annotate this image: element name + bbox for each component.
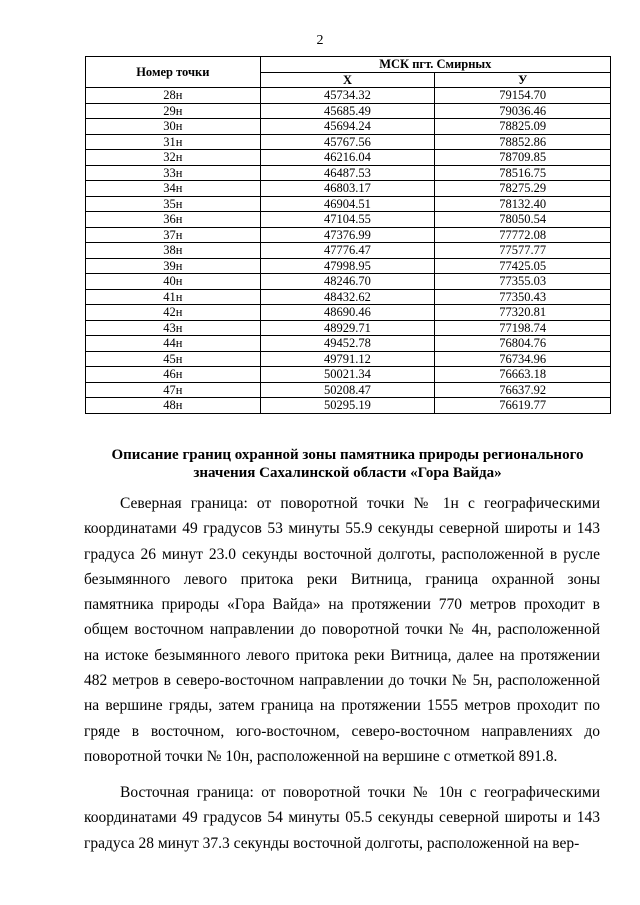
table-row [86,274,611,290]
cell-y: 79036.46 [435,103,611,119]
table-row [86,398,611,414]
cell-point: 46н [86,367,261,383]
table-row [86,367,611,383]
cell-y: 78825.09 [435,119,611,135]
cell-y: 76663.18 [435,367,611,383]
table-row [86,243,611,259]
cell-y: 76619.77 [435,398,611,414]
cell-x: 46487.53 [260,165,435,181]
cell-point: 45н [86,351,261,367]
cell-y: 78709.85 [435,150,611,166]
cell-y: 77772.08 [435,227,611,243]
cell-y: 77350.43 [435,289,611,305]
table-row [86,258,611,274]
table-row [86,88,611,104]
cell-x: 46803.17 [260,181,435,197]
cell-y: 78050.54 [435,212,611,228]
cell-x: 48246.70 [260,274,435,290]
cell-y: 77577.77 [435,243,611,259]
cell-x: 50208.47 [260,382,435,398]
cell-y: 78132.40 [435,196,611,212]
table-row [86,227,611,243]
cell-point: 39н [86,258,261,274]
cell-y: 78275.29 [435,181,611,197]
cell-point: 35н [86,196,261,212]
cell-point: 43н [86,320,261,336]
cell-y: 76734.96 [435,351,611,367]
coordinates-table [85,56,611,414]
table-row [86,196,611,212]
cell-point: 42н [86,305,261,321]
cell-y: 79154.70 [435,88,611,104]
cell-y: 77198.74 [435,320,611,336]
cell-x: 50021.34 [260,367,435,383]
cell-x: 45734.32 [260,88,435,104]
cell-x: 46904.51 [260,196,435,212]
cell-y: 76804.76 [435,336,611,352]
header-x: X [260,72,435,88]
cell-point: 28н [86,88,261,104]
table-row [86,289,611,305]
table-row [86,212,611,228]
header-point-number: Номер точки [86,57,261,88]
table-row [86,382,611,398]
cell-x: 48690.46 [260,305,435,321]
paragraph-east-boundary: Восточная граница: от поворотной точки № 10н с географическими координатами 49 градусов 54 минуты 05.5 секунды северной широты и 143 градуса 28 минут 37.3 секунды восточной долготы, расположенной на вер- [84,784,600,852]
cell-x: 49791.12 [260,351,435,367]
cell-point: 32н [86,150,261,166]
cell-point: 47н [86,382,261,398]
cell-y: 76637.92 [435,382,611,398]
cell-x: 50295.19 [260,398,435,414]
cell-y: 78516.75 [435,165,611,181]
table-row [86,103,611,119]
cell-x: 49452.78 [260,336,435,352]
cell-x: 47376.99 [260,227,435,243]
header-y: У [435,72,611,88]
table-row [86,320,611,336]
cell-x: 47776.47 [260,243,435,259]
cell-point: 33н [86,165,261,181]
table-row [86,351,611,367]
table-row [86,150,611,166]
cell-x: 45694.24 [260,119,435,135]
cell-point: 36н [86,212,261,228]
cell-point: 41н [86,289,261,305]
cell-y: 78852.86 [435,134,611,150]
table-row [86,181,611,197]
cell-point: 37н [86,227,261,243]
cell-point: 40н [86,274,261,290]
header-coordinate-system: МСК пгт. Смирных [260,57,610,73]
cell-x: 45685.49 [260,103,435,119]
cell-point: 31н [86,134,261,150]
cell-x: 48432.62 [260,289,435,305]
cell-point: 30н [86,119,261,135]
page-number: 2 [316,33,324,48]
cell-point: 29н [86,103,261,119]
cell-point: 44н [86,336,261,352]
cell-point: 48н [86,398,261,414]
cell-x: 48929.71 [260,320,435,336]
cell-y: 77425.05 [435,258,611,274]
cell-point: 34н [86,181,261,197]
table-row [86,305,611,321]
cell-x: 47104.55 [260,212,435,228]
cell-x: 46216.04 [260,150,435,166]
cell-x: 45767.56 [260,134,435,150]
cell-y: 77320.81 [435,305,611,321]
section-title: Описание границ охранной зоны памятника природы регионального значения Сахалинской области «Гора Вайда» [111,447,584,481]
cell-x: 47998.95 [260,258,435,274]
table-row [86,119,611,135]
table-row [86,336,611,352]
cell-y: 77355.03 [435,274,611,290]
cell-point: 38н [86,243,261,259]
paragraph-north-boundary: Северная граница: от поворотной точки № 1н с географическими координатами 49 градусов 53 минуты 55.9 секунды северной широты и 143 градуса 26 минут 23.0 секунды восточной долготы, расположенной в русле безымянного левого притока реки Витница, граница охранной зоны памятника природы «Гора Вайда» на протяжении 770 метров проходит в общем восточном направлении до поворотной точки № 4н, расположенной на истоке безымянного левого притока реки Витница, далее на протяжении 482 метров в северо-восточном направлении до точки № 5н, расположенной на вершине гряды, затем граница на протяжении 1555 метров проходит по гряде в восточном, юго-восточном, северо-восточном направлениях до поворотной точки № 10н, расположенной на вершине с отметкой 891.8. [84,495,600,765]
table-row [86,165,611,181]
table-row [86,134,611,150]
